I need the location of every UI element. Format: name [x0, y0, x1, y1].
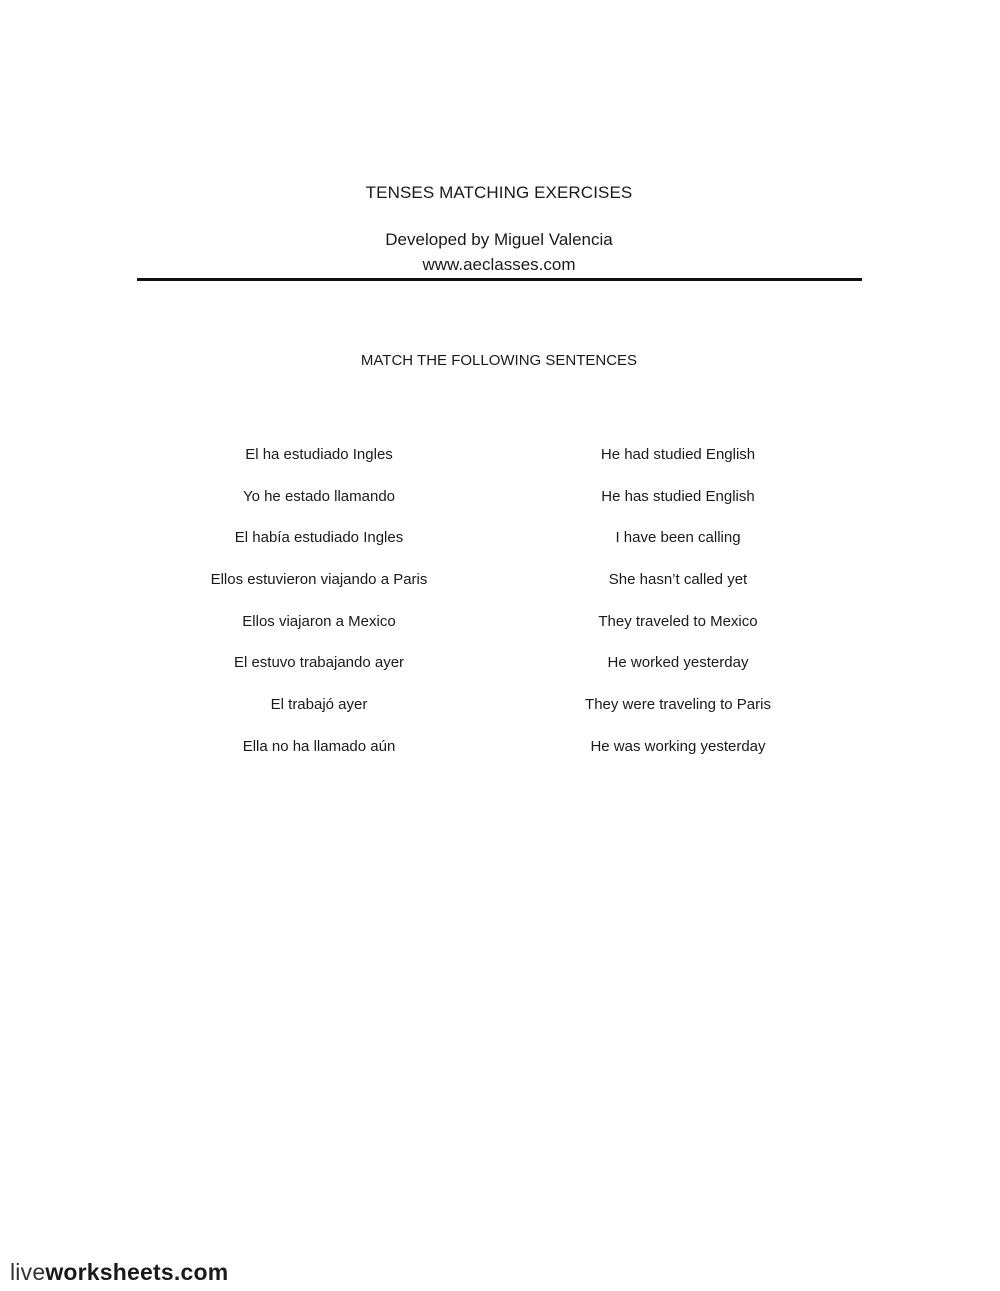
spanish-sentence: Ellos viajaron a Mexico — [242, 612, 396, 630]
spanish-sentence: El había estudiado Ingles — [234, 529, 404, 547]
english-sentence: They traveled to Mexico — [598, 612, 758, 630]
worksheet-title: TENSES MATCHING EXERCISES — [365, 183, 633, 202]
spanish-sentence: El ha estudiado Ingles — [245, 446, 393, 463]
spanish-sentences-column — [139, 444, 499, 778]
english-sentence: I have been calling — [615, 529, 741, 547]
spanish-sentence: Ella no ha llamado aún — [242, 737, 396, 755]
logo-text-light: live — [10, 1259, 46, 1285]
logo-text-bold: worksheets.com — [45, 1259, 229, 1285]
author-credit: Developed by Miguel Valencia — [385, 230, 613, 249]
header-divider — [137, 278, 862, 281]
spanish-sentence: Ellos estuvieron viajando a Paris — [210, 571, 428, 589]
spanish-sentence: El estuvo trabajando ayer — [233, 654, 405, 672]
english-sentence: He was working yesterday — [590, 737, 766, 755]
spanish-sentence: Yo he estado llamando — [242, 487, 396, 505]
spanish-sentence: El trabajó ayer — [270, 696, 368, 714]
english-sentence: They were traveling to Paris — [585, 696, 771, 714]
english-sentences-column — [498, 444, 858, 778]
website-link: www.aeclasses.com — [422, 255, 576, 274]
english-sentence: He worked yesterday — [607, 654, 749, 672]
english-sentence: He has studied English — [601, 487, 755, 505]
liveworksheets-logo — [10, 1259, 228, 1286]
exercise-instruction: MATCH THE FOLLOWING SENTENCES — [360, 352, 638, 369]
english-sentence: He had studied English — [600, 446, 756, 463]
english-sentence: She hasn’t called yet — [608, 571, 748, 589]
